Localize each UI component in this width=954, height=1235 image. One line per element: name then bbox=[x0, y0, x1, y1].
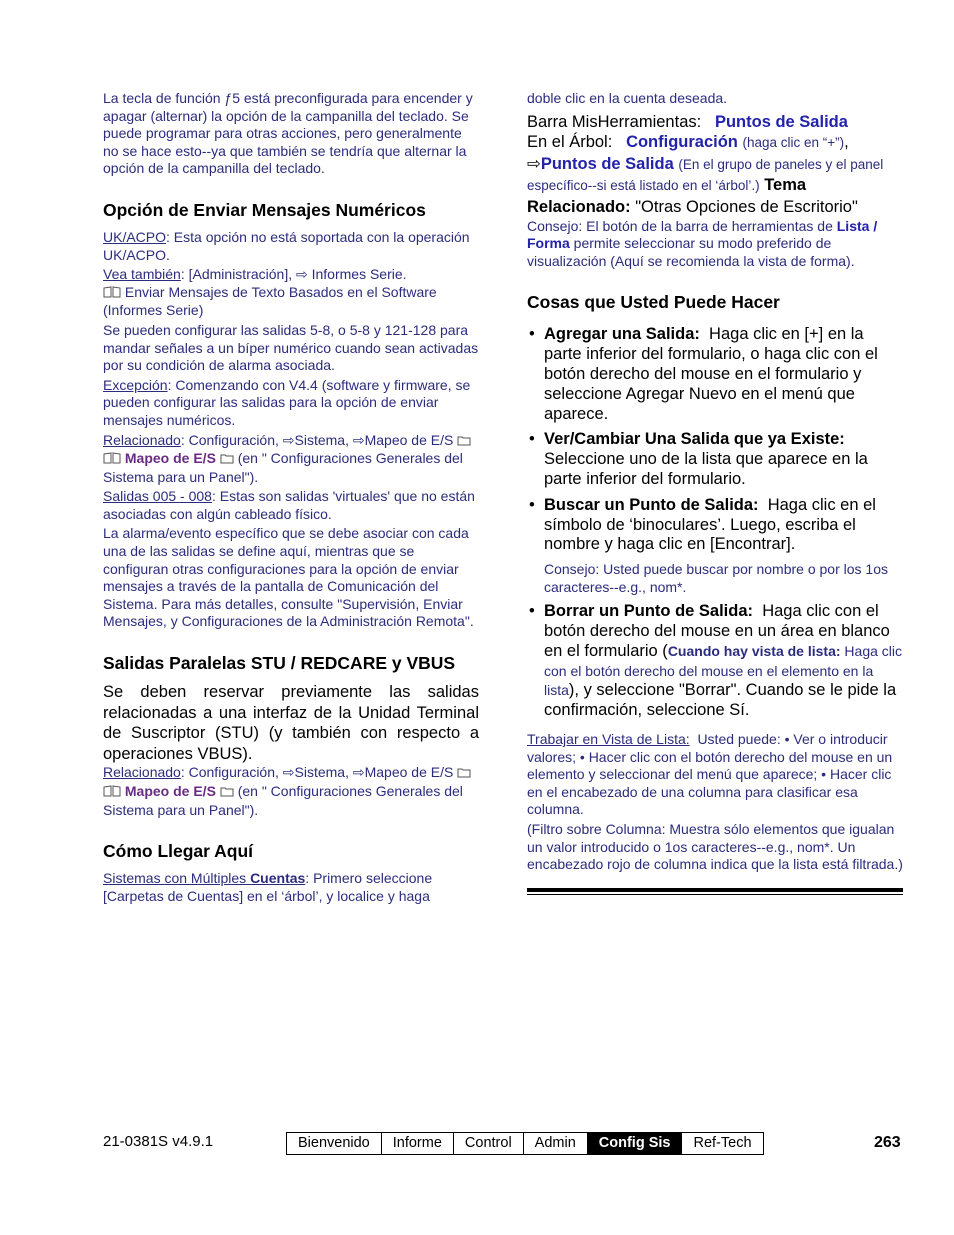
column-filter-note: (Filtro sobre Columna: Muestra sólo elementos que igualan un valor introducido o 1os caracteres--e.g., nom*. Un encabezado rojo de columna indica que la lista está filtrada.) bbox=[527, 821, 903, 873]
toolbar-path: Barra MisHerramientas: Puntos de Salida bbox=[527, 112, 848, 131]
related-note-2 bbox=[103, 764, 479, 819]
related-text-2: : Configuración, ⇨Sistema, ⇨Mapeo de E/S bbox=[180, 764, 454, 781]
tip-list-form: Consejo: El botón de la barra de herramientas de Lista / Forma permite seleccionar su modo preferido de visualización (Aquí se recomienda la vista de forma). bbox=[527, 217, 878, 269]
intro-note: La tecla de función ƒ5 está preconfigurada para encender y apagar (alternar) la opción de la campanilla del teclado. Se puede programar para otras acciones, pero generalmente no se hace esto--ya que también se tendría que alternar la opción de la campanilla del teclado. bbox=[103, 90, 473, 177]
arrow-icon: ⇨ bbox=[527, 154, 541, 173]
multi-accounts-label[interactable]: Sistemas con Múltiples Cuentas bbox=[103, 870, 306, 887]
nav-tab-control[interactable]: Control bbox=[454, 1133, 524, 1154]
nav-tab-config-sis[interactable]: Config Sis bbox=[588, 1133, 683, 1154]
page-footer bbox=[0, 1132, 954, 1156]
related-topic-text: "Otras Opciones de Escritorio" bbox=[635, 197, 858, 216]
related-link-after-2: (en " Configuraciones Generales del Sistema para un Panel"). bbox=[103, 783, 463, 818]
heading-stu-redcare: Salidas Paralelas STU / REDCARE y VBUS bbox=[103, 653, 456, 674]
tree-label: En el Árbol bbox=[527, 133, 608, 152]
list-item: • Ver/Cambiar Una Salida que ya Existe: Seleccione uno de la lista que aparece en la parte inferior del formulario. bbox=[529, 430, 868, 488]
see-also-note bbox=[103, 266, 479, 320]
related-topic-label: Tema Relacionado: bbox=[527, 176, 807, 216]
see-also-book-text: Enviar Mensajes de Texto Basados en el Software (Informes Serie) bbox=[103, 283, 437, 319]
book-icon bbox=[103, 784, 121, 802]
related-text: : Configuración, ⇨Sistema, ⇨Mapeo de E/S bbox=[180, 431, 454, 448]
page-number: 263 bbox=[874, 1134, 901, 1151]
bullet-icon: • bbox=[529, 602, 535, 621]
section-divider-thin bbox=[527, 894, 903, 895]
alarm-note: La alarma/evento específico que se debe asociar con cada una de las salidas se define aquí, mientras que se configuran otras configuraciones para la opción de enviar mensajes a través de la pantalla de Comunicación del Sistema. Para más detalles, consulte "Supervisión, Enviar Mensajes, y Configuraciones de la Administración Remota". bbox=[103, 525, 474, 630]
tree-output-points-link[interactable]: Puntos de Salida bbox=[540, 154, 674, 173]
continued-note: doble clic en la cuenta deseada. bbox=[527, 90, 728, 106]
bullet-icon: • bbox=[529, 495, 535, 514]
toolbar-output-points-link[interactable]: Puntos de Salida bbox=[714, 112, 848, 131]
see-also-label[interactable]: Vea también bbox=[103, 266, 181, 283]
virtual-outputs-label[interactable]: Salidas 005 - 008 bbox=[103, 488, 212, 505]
nav-tab-informe[interactable]: Informe bbox=[382, 1133, 454, 1154]
folder-icon bbox=[457, 433, 471, 451]
book-icon bbox=[103, 451, 121, 469]
document-id: 21-0381S v4.9.1 bbox=[103, 1133, 214, 1150]
nav-tab-bienvenido[interactable]: Bienvenido bbox=[287, 1133, 382, 1154]
multi-accounts-text: : Primero seleccione [Carpetas de Cuentas] en el ‘árbol’, y localice y haga bbox=[103, 870, 433, 904]
actions-list bbox=[527, 325, 903, 555]
tip-search: Consejo: Usted puede buscar por nombre o por los 1os caracteres--e.g., nom*. bbox=[544, 561, 888, 595]
toolbar-label: Barra MisHerramientas bbox=[527, 112, 697, 131]
actions-list-2 bbox=[527, 602, 903, 721]
related-label[interactable]: Relacionado bbox=[103, 431, 181, 448]
bullet-icon: • bbox=[529, 430, 535, 449]
footer-nav bbox=[286, 1132, 764, 1155]
bullet-icon: • bbox=[529, 325, 535, 344]
folder-icon bbox=[220, 451, 234, 469]
virtual-outputs-note bbox=[103, 488, 479, 523]
uk-note bbox=[103, 229, 479, 264]
related-link[interactable]: Mapeo de E/S bbox=[124, 450, 216, 467]
heading-things-you-can-do: Cosas que Usted Puede Hacer bbox=[527, 292, 780, 313]
folder-icon bbox=[457, 765, 471, 783]
folder-icon bbox=[220, 784, 234, 802]
list-item: • Agregar una Salida: Haga clic en [+] en la parte inferior del formulario, o haga clic con el botón derecho del mouse en el formulario y seleccione Agregar Nuevo en el menú que aparece. bbox=[529, 325, 878, 423]
related-label-2[interactable]: Relacionado bbox=[103, 764, 181, 781]
heading-how-to-get-here: Cómo Llegar Aquí bbox=[103, 841, 254, 862]
list-item: • Buscar un Punto de Salida: Haga clic en el símbolo de ‘binoculares’. Luego, escriba el nombre y haga clic en [Encontrar]. bbox=[529, 495, 876, 554]
uk-label[interactable]: UK/ACPO bbox=[103, 228, 167, 245]
multi-accounts-note bbox=[103, 870, 479, 905]
uk-text: : Esta opción no está soportada con la operación UK/ACPO. bbox=[103, 228, 470, 263]
related-link-after: (en " Configuraciones Generales del Sistema para un Panel"). bbox=[103, 450, 463, 485]
list-item: • Borrar un Punto de Salida: Haga clic con el botón derecho del mouse en un área en blanco en el formulario (Cuando hay vista de lista: Haga clic con el botón derecho del mouse en el elemento en la lista), y seleccione "Borrar". Cuando se le pide la confirmación, seleccione Sí. bbox=[529, 602, 902, 720]
tree-path: En el Árbol: Configuración (haga clic en “+”), ⇨Puntos de Salida (En el grupo de paneles y el panel específico--si está listado en el ‘árbol’.) Tema Relacionado: "Otras Opciones de Escritorio" bbox=[527, 133, 884, 216]
tree-hint: (haga clic en “+”) bbox=[742, 135, 845, 151]
related-link-2[interactable]: Mapeo de E/S bbox=[124, 783, 216, 799]
exception-text: : Comenzando con V4.4 (software y firmware, se pueden configurar las salidas para la opción de enviar mensajes numéricos. bbox=[103, 376, 471, 428]
section-divider bbox=[527, 888, 903, 892]
nav-tab-ref-tech[interactable]: Ref-Tech bbox=[693, 1135, 752, 1151]
exception-label[interactable]: Excepción bbox=[103, 376, 168, 393]
see-also-text: : [Administración], ⇨ Informes Serie. bbox=[180, 266, 407, 283]
heading-numeric-messages: Opción de Enviar Mensajes Numéricos bbox=[103, 199, 426, 220]
stu-body: Se deben reservar previamente las salidas relacionadas a una interfaz de la Unidad Terminal de Suscriptor (STU) (y también con respecto a operaciones VBUS). bbox=[103, 683, 479, 763]
related-note bbox=[103, 432, 479, 487]
book-icon bbox=[103, 285, 121, 303]
tree-config-link[interactable]: Configuración bbox=[626, 133, 738, 152]
right-column bbox=[527, 90, 903, 895]
list-view-label[interactable]: Trabajar en Vista de Lista: bbox=[527, 731, 690, 748]
list-view-text: Usted puede: • Ver o introducir valores; • Hacer clic con el botón derecho del mouse en un elemento y seleccionar del menú que aparece; • Hacer clic en el encabezado de una columna para clasificar esa columna. bbox=[527, 731, 893, 818]
outputs-note: Se pueden configurar las salidas 5-8, o 5-8 y 121-128 para mandar señales a un bíper numérico cuando sean activadas por su condición de alarma asociada. bbox=[103, 321, 479, 374]
left-column bbox=[103, 90, 479, 907]
list-form-button-label: Lista / Forma bbox=[527, 217, 878, 252]
nav-tab-admin[interactable]: Admin bbox=[524, 1133, 588, 1154]
virtual-outputs-text: : Estas son salidas 'virtuales' que no están asociadas con algún cableado físico. bbox=[103, 488, 475, 522]
exception-note bbox=[103, 377, 479, 430]
tree-group-hint: (En el grupo de paneles y el panel específico--si está listado en el ‘árbol’.) bbox=[527, 156, 884, 194]
list-view-note bbox=[527, 731, 903, 819]
